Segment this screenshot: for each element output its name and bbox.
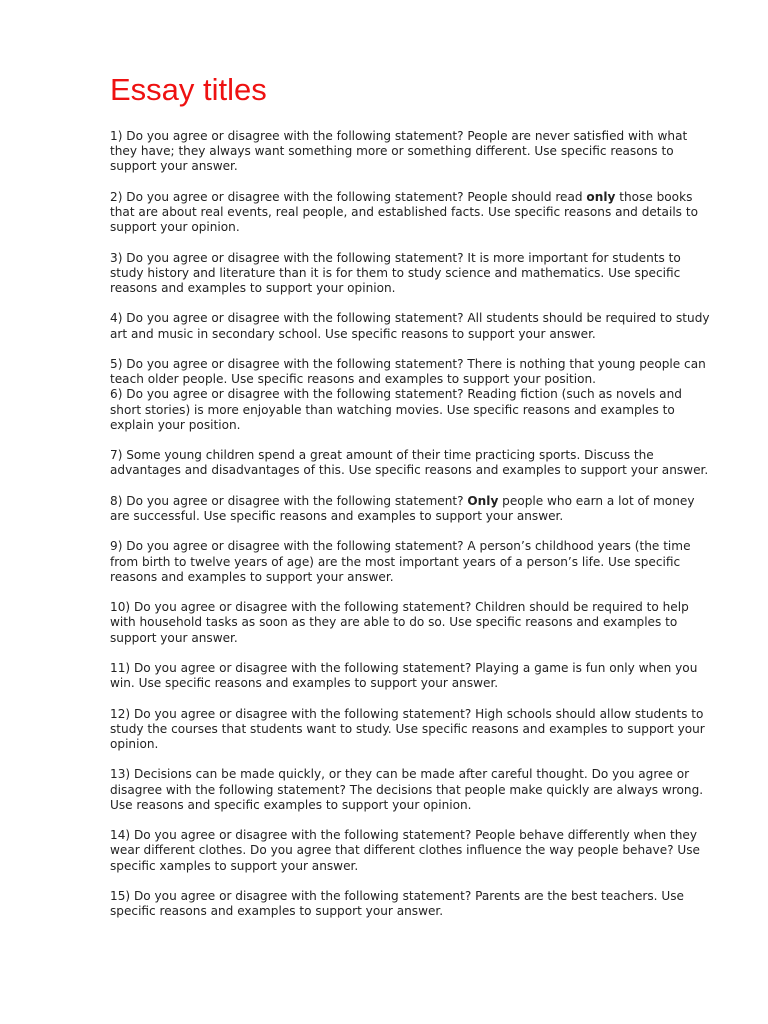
essay-item-4 <box>110 311 714 341</box>
essay-text: 1) Do you agree or disagree with the following statement? People are never satisfied with what they have; they always want something more or something different. Use specific reasons to support your answer. <box>110 129 688 174</box>
emphasis-text: Only <box>467 493 499 508</box>
essay-item-10 <box>110 600 714 646</box>
essay-text: 4) Do you agree or disagree with the following statement? All students should be required to study art and music in secondary school. Use specific reasons to support your answer. <box>110 311 710 341</box>
essay-text-continued: people who earn a lot of money are successful. Use specific reasons and examples to support your answer. <box>110 493 695 523</box>
essay-text: 10) Do you agree or disagree with the following statement? Children should be required to help with household tasks as soon as they are able to do so. Use specific reasons and examples to support your answer. <box>110 600 689 645</box>
essay-item-15 <box>110 889 714 919</box>
essay-item-3 <box>110 251 714 297</box>
essay-item-11 <box>110 661 714 691</box>
essay-text: 14) Do you agree or disagree with the following statement? People behave differently when they wear different clothes. Do you agree that different clothes influence the way people behave? Use specific xamples to support your answer. <box>110 828 700 873</box>
essay-item-14 <box>110 828 714 874</box>
essay-text: 9) Do you agree or disagree with the following statement? A person’s childhood years (the time from birth to twelve years of age) are the most important years of a person’s life. Use specific reasons and examples to support your answer. <box>110 539 691 584</box>
essay-item-7 <box>110 448 714 478</box>
essay-text: 3) Do you agree or disagree with the following statement? It is more important for students to study history and literature than it is for them to study science and mathematics. Use specific reasons and examples to support your opinion. <box>110 250 681 295</box>
essay-item-5 <box>110 357 714 387</box>
essay-text: 11) Do you agree or disagree with the following statement? Playing a game is fun only when you win. Use specific reasons and examples to support your answer. <box>110 660 698 691</box>
essay-item-8 <box>110 494 714 524</box>
essay-item-9 <box>110 539 714 585</box>
essay-text: 6) Do you agree or disagree with the following statement? Reading fiction (such as novels and short stories) is more enjoyable than watching movies. Use specific reasons and examples to explain your position. <box>110 387 682 432</box>
essay-list <box>110 129 714 935</box>
essay-text: 12) Do you agree or disagree with the following statement? High schools should allow students to study the courses that students want to study. Use specific reasons and examples to support your opinion. <box>110 706 705 751</box>
essay-text: 5) Do you agree or disagree with the following statement? There is nothing that young people can teach older people. Use specific reasons and examples to support your position. <box>110 356 706 387</box>
essay-text: 2) Do you agree or disagree with the following statement? People should read <box>110 189 587 204</box>
essay-text: 7) Some young children spend a great amount of their time practicing sports. Discuss the advantages and disadvantages of this. Use specific reasons and examples to support your answer. <box>110 448 709 478</box>
essay-text-continued: those books that are about real events, real people, and established facts. Use specific reasons and details to support your opinion. <box>110 189 698 235</box>
essay-text: 13) Decisions can be made quickly, or they can be made after careful thought. Do you agree or disagree with the following statement? The decisions that people make quickly are always wrong. Use reasons and specific examples to support your opinion. <box>110 767 704 812</box>
essay-item-6 <box>110 387 714 433</box>
essay-text: 15) Do you agree or disagree with the following statement? Parents are the best teachers. Use specific reasons and examples to support your answer. <box>110 888 684 919</box>
essay-item-12 <box>110 707 714 753</box>
essay-text: 8) Do you agree or disagree with the following statement? <box>110 493 468 508</box>
essay-item-1 <box>110 129 714 175</box>
essay-item-2 <box>110 190 714 236</box>
page-title: Essay titles <box>110 72 267 107</box>
emphasis-text: only <box>586 189 616 204</box>
essay-item-13 <box>110 767 714 813</box>
